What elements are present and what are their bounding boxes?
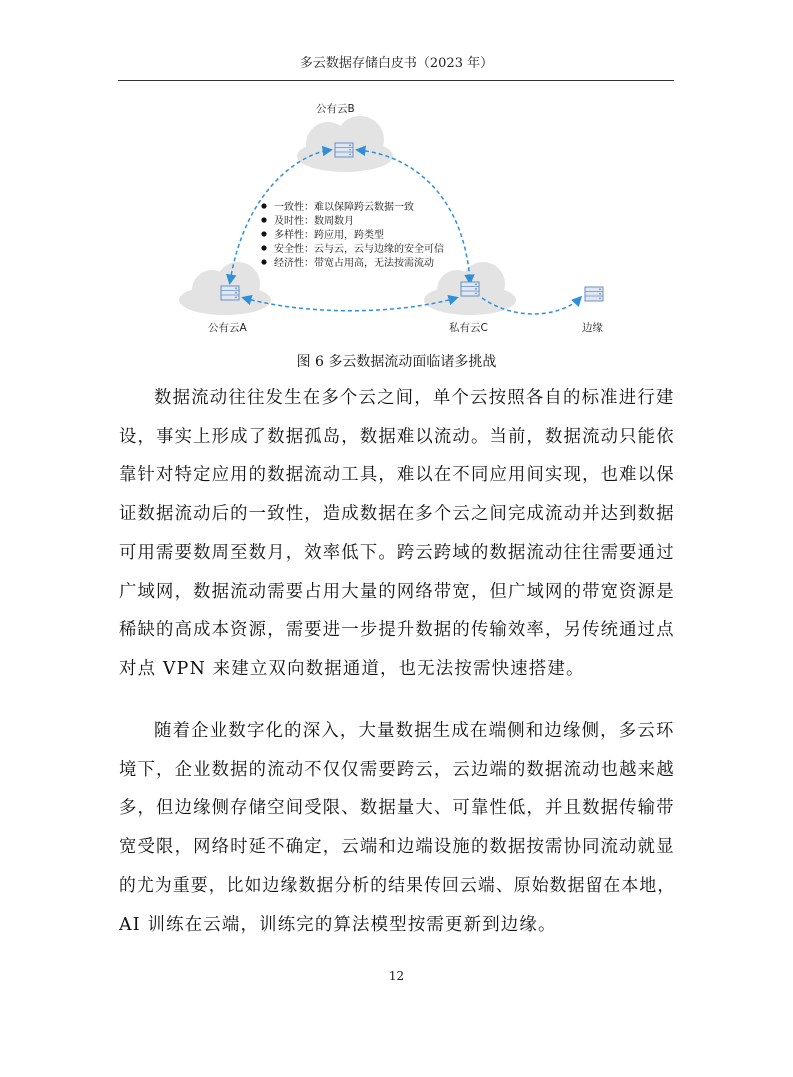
label-cloud-c: 私有云C [449,322,488,334]
challenge-bullet-list [261,200,444,269]
paragraph-line: 宽受限，网络时延不确定，云端和边端设施的数据按需协同流动就显 [119,837,675,858]
bullet-economy: 经济性：带宽占用高，无法按需流动 [274,258,434,269]
label-cloud-b: 公有云B [316,103,355,115]
paragraph-line: 广域网，数据流动需要占用大量的网络带宽，但广域网的带宽资源是 [119,581,675,602]
bullet-consistency: 一致性：难以保障跨云数据一致 [274,202,414,213]
paragraph-line: 随着企业数字化的深入，大量数据生成在端侧和边缘侧，多云环 [154,721,675,741]
paragraph-2 [119,712,675,944]
bullet-timeliness: 及时性：数周数月 [274,216,354,227]
paragraph-line: 多，但边缘侧存储空间受限、数据量大、可靠性低，并且数据传输带 [119,798,675,819]
running-header: 多云数据存储白皮书（2023 年） [299,56,494,71]
paragraph-1 [119,379,675,689]
cloud-a-server-icon [221,286,239,300]
paragraph-line: 设，事实上形成了数据孤岛，数据难以流动。当前，数据流动只能依 [119,426,675,447]
figure-caption: 图 6 多云数据流动面临诸多挑战 [296,354,497,370]
paragraph-line: 的尤为重要，比如边缘数据分析的结果传回云端、原始数据留在本地， [119,875,676,896]
page-number: 12 [388,969,405,983]
multi-cloud-diagram [170,94,630,344]
cloud-b-server-icon [335,143,353,157]
paragraph-line: 证数据流动后的一致性，造成数据在多个云之间完成流动并达到数据 [119,504,675,525]
paragraph-line: 对点 VPN 来建立双向数据通道，也无法按需快速搭建。 [119,658,585,679]
header-rule [118,80,674,81]
label-edge: 边缘 [582,322,603,334]
label-cloud-a: 公有云A [208,322,247,334]
paragraph-line: 可用需要数周至数月，效率低下。跨云跨域的数据流动往往需要通过 [119,542,675,563]
cloud-c-server-icon [461,282,479,296]
paragraph-line: 靠针对特定应用的数据流动工具，难以在不同应用间实现，也难以保 [119,465,675,486]
paragraph-line: 稀缺的高成本资源，需要进一步提升数据的传输效率，另传统通过点 [119,620,675,641]
paragraph-line: 境下，企业数据的流动不仅仅需要跨云，云边端的数据流动也越来越 [119,759,675,780]
paragraph-line: 数据流动往往发生在多个云之间，单个云按照各自的标准进行建 [154,388,675,408]
paragraph-line: AI 训练在云端，训练完的算法模型按需更新到边缘。 [119,914,557,935]
edge-server-icon [585,287,603,301]
bullet-diversity: 多样性：跨应用，跨类型 [274,230,384,241]
bullet-security: 安全性：云与云，云与边缘的安全可信 [274,244,444,255]
